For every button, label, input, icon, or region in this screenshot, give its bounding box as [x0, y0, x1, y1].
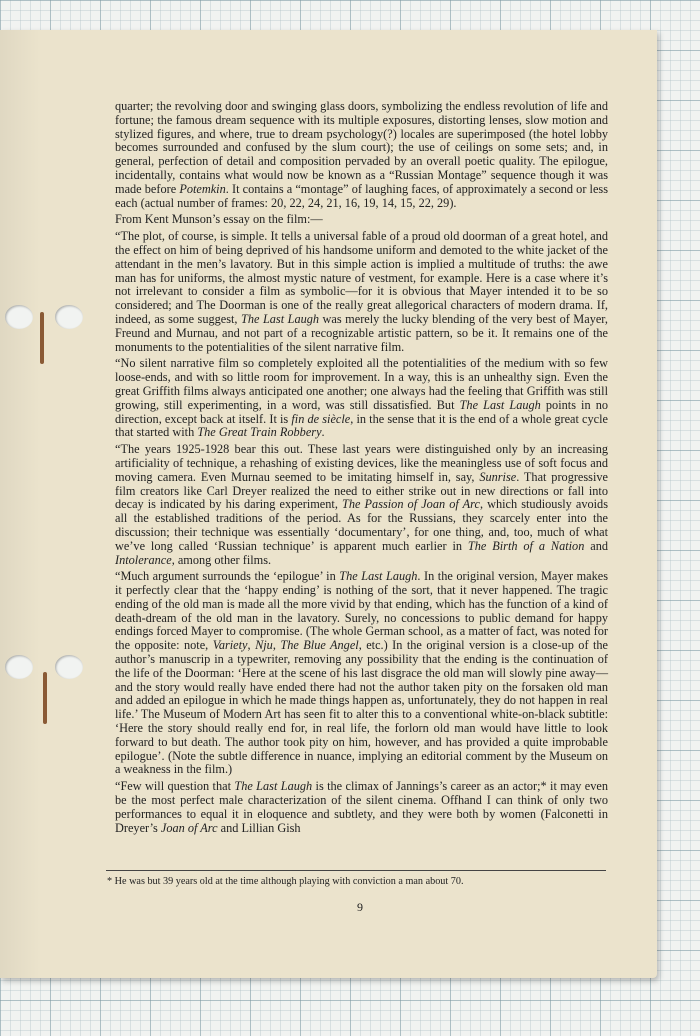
- punch-hole: [5, 655, 33, 679]
- italic-title: The Passion of Joan of Arc: [342, 497, 480, 512]
- italic-title: The Last Laugh: [339, 569, 418, 584]
- text-run: , etc.) In the original version is a close-up of the author’s manuscrip in a typewriter, removing any possibility that the ending is the continuation of the life of the Doorman: ‘Here at the scene of his last disgrace the old man will slowly pine away—and the story would really have ended there had not the author taken pity on the forsaken old man and added an epilogue in which he made things happen as, unfortunately, they do not happen in real life.’ The Museum of Modern Art has seen fit to alter this to a conventional white-on-black subtitle: ‘Here the story should really end for, in real life, the forlorn old man would have little to look forward to but death. The author took pity on him, however, and has provided a quite improbable epilogue’. (Note the subtle difference in nuance, implying an editorial comment by the Museum on a weakness in the film.): [115, 638, 609, 777]
- italic-title: The Last Laugh: [234, 779, 313, 794]
- italic-title: Variety: [212, 638, 248, 653]
- paragraph: [115, 443, 608, 567]
- text-run: . In the original version, Mayer makes it perfectly clear that the ‘happy ending’ is nothing of the sort, that it never happened. The tragic ending of the old man is made all the more vivid by that ending, which has the function of a kind of death-dream of the old man in the lavatory. Surely, no concessions to public demand for happy endings forced Mayer to compromise. (The whole German school, as a matter of fact, was noted for the opposite: note,: [115, 569, 608, 653]
- italic-title: Intolerance: [115, 552, 172, 567]
- text-run: quarter; the revolving door and swinging glass doors, symbolizing the endless revolution of life and fortune; the famous dream sequence with its multiple exposures, distorting lenses, slow motion and stylized figures, and where, true to dream psychology(?) locales are superimposed (the hotel lobby becomes surrounded and confused by the slum court); the use of ceilings on some sets; and, in general, perfection of detail and composition pervaded by an overall poetic quality. The epilogue, incidentally, contains what would now be known as a “Russian Montage” sequence though it was made before: [115, 99, 608, 196]
- text-run: was merely the lucky blending of the very best of Mayer, Freund and Murnau, and not part of a recognizable artistic pattern, so be it. It remains one of the monuments to the potentialities of the silent narrative film.: [115, 311, 608, 354]
- paragraph: [115, 570, 608, 777]
- body-text: [115, 100, 608, 838]
- punch-hole: [55, 655, 83, 679]
- footnote: * He was but 39 years old at the time although playing with conviction a man about 70.: [107, 876, 464, 887]
- text-run: is the climax of Jannings’s career as an actor;* it may even be the most perfect male characterization of the silent cinema. Offhand I can think of only two performances to equal it in eloquence and subtlety, and they were both by women (Falconetti in Dreyer’s: [115, 779, 609, 835]
- binder-clip: [40, 312, 44, 364]
- page-number: 9: [357, 900, 363, 914]
- text-run: ,: [247, 638, 256, 653]
- footnote-rule: [106, 870, 606, 871]
- punch-hole: [55, 305, 83, 329]
- italic-title: The Blue Angel: [280, 638, 359, 653]
- text-run: and Lillian Gish: [217, 820, 301, 835]
- italic-title: The Great Train Robbery: [197, 425, 322, 440]
- text-run: “Few will question that: [115, 779, 235, 794]
- italic-title: The Last Laugh: [241, 311, 320, 326]
- paragraph: [115, 213, 608, 227]
- text-run: .: [321, 425, 325, 440]
- text-run: , which studiously avoids all the established traditions of the period. As for the Russians, they scarcely enter into the discussion; their technique was essentially ‘documentary’, for one thing, and, too, much of what we’ve long called ‘Russian technique’ is apparent much earlier in: [115, 497, 608, 553]
- text-run: and: [584, 538, 608, 553]
- text-run: “The plot, of course, is simple. It tells a universal fable of a proud old doorman of a great hotel, and the effect on him of being deprived of his handsome uniform and demoted to the white jacket of the attendant in the men’s lavatory. But in this simple action is implied a multitude of truths: the awe man has for uniforms, the almost mystic nature of vestment, for example. Here is a case where it’s not irrelevant to consider a film as symbolic—for it is obvious that Mayer intended it to be so considered; and The Doorman is one of the really great allegorical characters of modern drama. If, indeed, as some suggest,: [115, 229, 608, 326]
- text-run: . It contains a “montage” of laughing faces, of approximately a second or less each (actual number of frames: 20, 22, 24, 21, 16, 19, 14, 15, 22, 29).: [115, 181, 608, 210]
- text-run: From Kent Munson’s essay on the film:—: [115, 212, 323, 227]
- binder-clip: [43, 672, 47, 724]
- paragraph: [115, 780, 608, 835]
- paragraph: [115, 357, 608, 440]
- text-run: . That progressive film creators like Carl Dreyer realized the need to either strike out in new directions or fall into decay is indicated by his daring experiment,: [115, 469, 608, 512]
- text-run: , among other films.: [171, 552, 272, 567]
- italic-title: The Birth of a Nation: [467, 538, 585, 553]
- paragraph: [115, 230, 608, 354]
- text-run: “Much argument surrounds the ‘epilogue’ in: [115, 569, 340, 584]
- text-run: “The years 1925-1928 bear this out. These last years were distinguished only by an increasing artificiality of technique, a rehashing of existing devices, like the meaningless use of soft focus and moving camera. Even Murnau seemed to be imitating himself in, say,: [115, 442, 608, 484]
- text-run: ,: [272, 638, 281, 653]
- italic-title: Sunrise: [479, 469, 517, 484]
- italic-title: The Last Laugh: [459, 397, 541, 412]
- italic-title: Nju: [255, 638, 273, 653]
- text-run: points in no direction, except back at itself. It is: [115, 397, 609, 426]
- text-run: “No silent narrative film so completely exploited all the potentialities of the medium with so few loose-ends, and with so little room for improvement. In a way, this is an unhealthy sign. Even the great Griffith films always anticipated one another; one always had the feeling that Griffith was still growing, still experimenting, in a word, was still dissatisfied. But: [115, 356, 608, 412]
- italic-title: fin de siècle: [291, 411, 351, 426]
- italic-title: Potemkin: [179, 181, 226, 196]
- paragraph: [115, 100, 608, 210]
- punch-hole: [5, 305, 33, 329]
- italic-title: Joan of Arc: [160, 820, 218, 835]
- text-run: , in the sense that it is the end of a whole great cycle that started with: [115, 411, 608, 440]
